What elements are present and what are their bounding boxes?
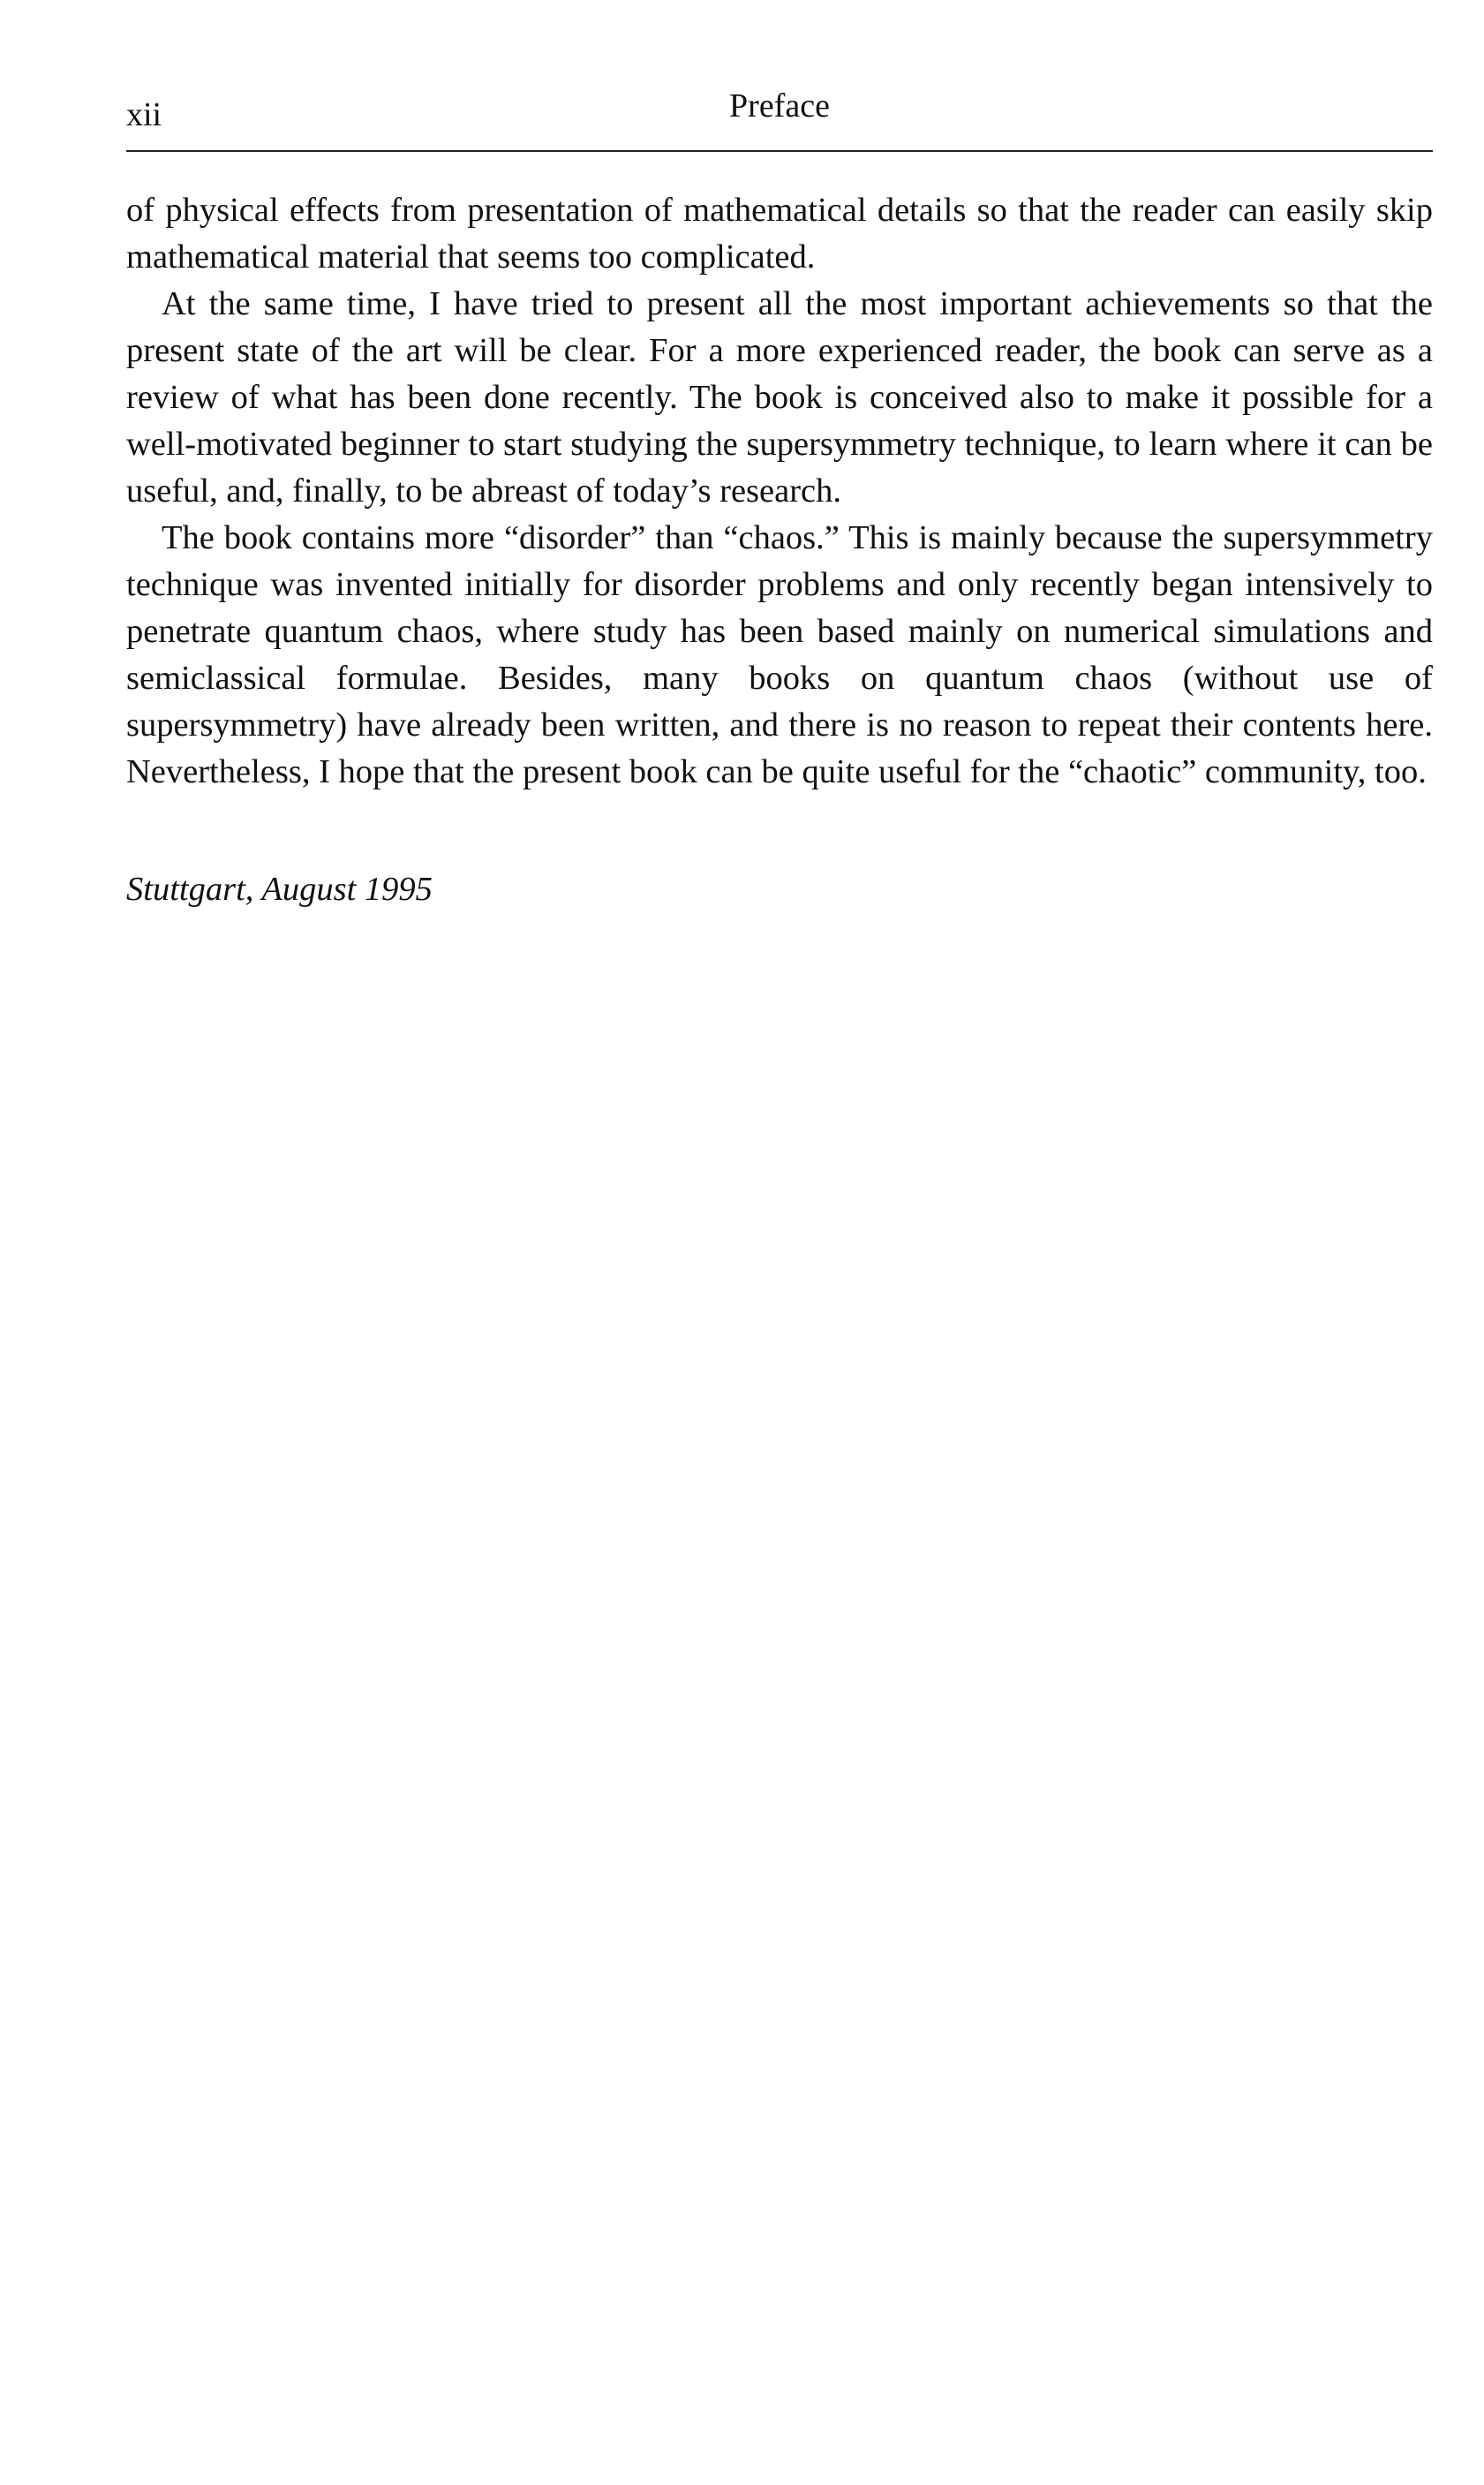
preface-signoff: Stuttgart, August 1995 xyxy=(126,871,433,908)
page-number: xii xyxy=(126,96,162,133)
paragraph-state-of-art: At the same time, I have tried to present all the most important achievements so that the present state of the art will be clear. For a more experienced reader, the book can serve as a review of what has been done recently. The book is conceived also to make it possible for a well-motivated beginner to start studying the supersymmetry technique, to learn where it can be useful, and, finally, to be abreast of today’s research. xyxy=(126,285,1433,510)
paragraph-disorder-chaos: The book contains more “disorder” than “chaos.” This is mainly because the supersymmetry technique was invented initially for disorder problems and only recently began intensively to penetrate quantum chaos, where study has been based mainly on numerical simulations and semiclassical formulae. Besides, many books on quantum chaos (without use of supersymmetry) have already been written, and there is no reason to repeat their contents here. Nevertheless, I hope that the present book can be quite useful for the “chaotic” community, too. xyxy=(126,519,1433,790)
header-rule xyxy=(126,150,1433,152)
preface-body xyxy=(126,187,1433,796)
paragraph-continuation: of physical effects from presentation of mathematical details so that the reader can easily skip mathematical material that seems too complicated. xyxy=(126,192,1433,276)
running-head xyxy=(126,87,1433,140)
running-head-title: Preface xyxy=(729,87,830,125)
